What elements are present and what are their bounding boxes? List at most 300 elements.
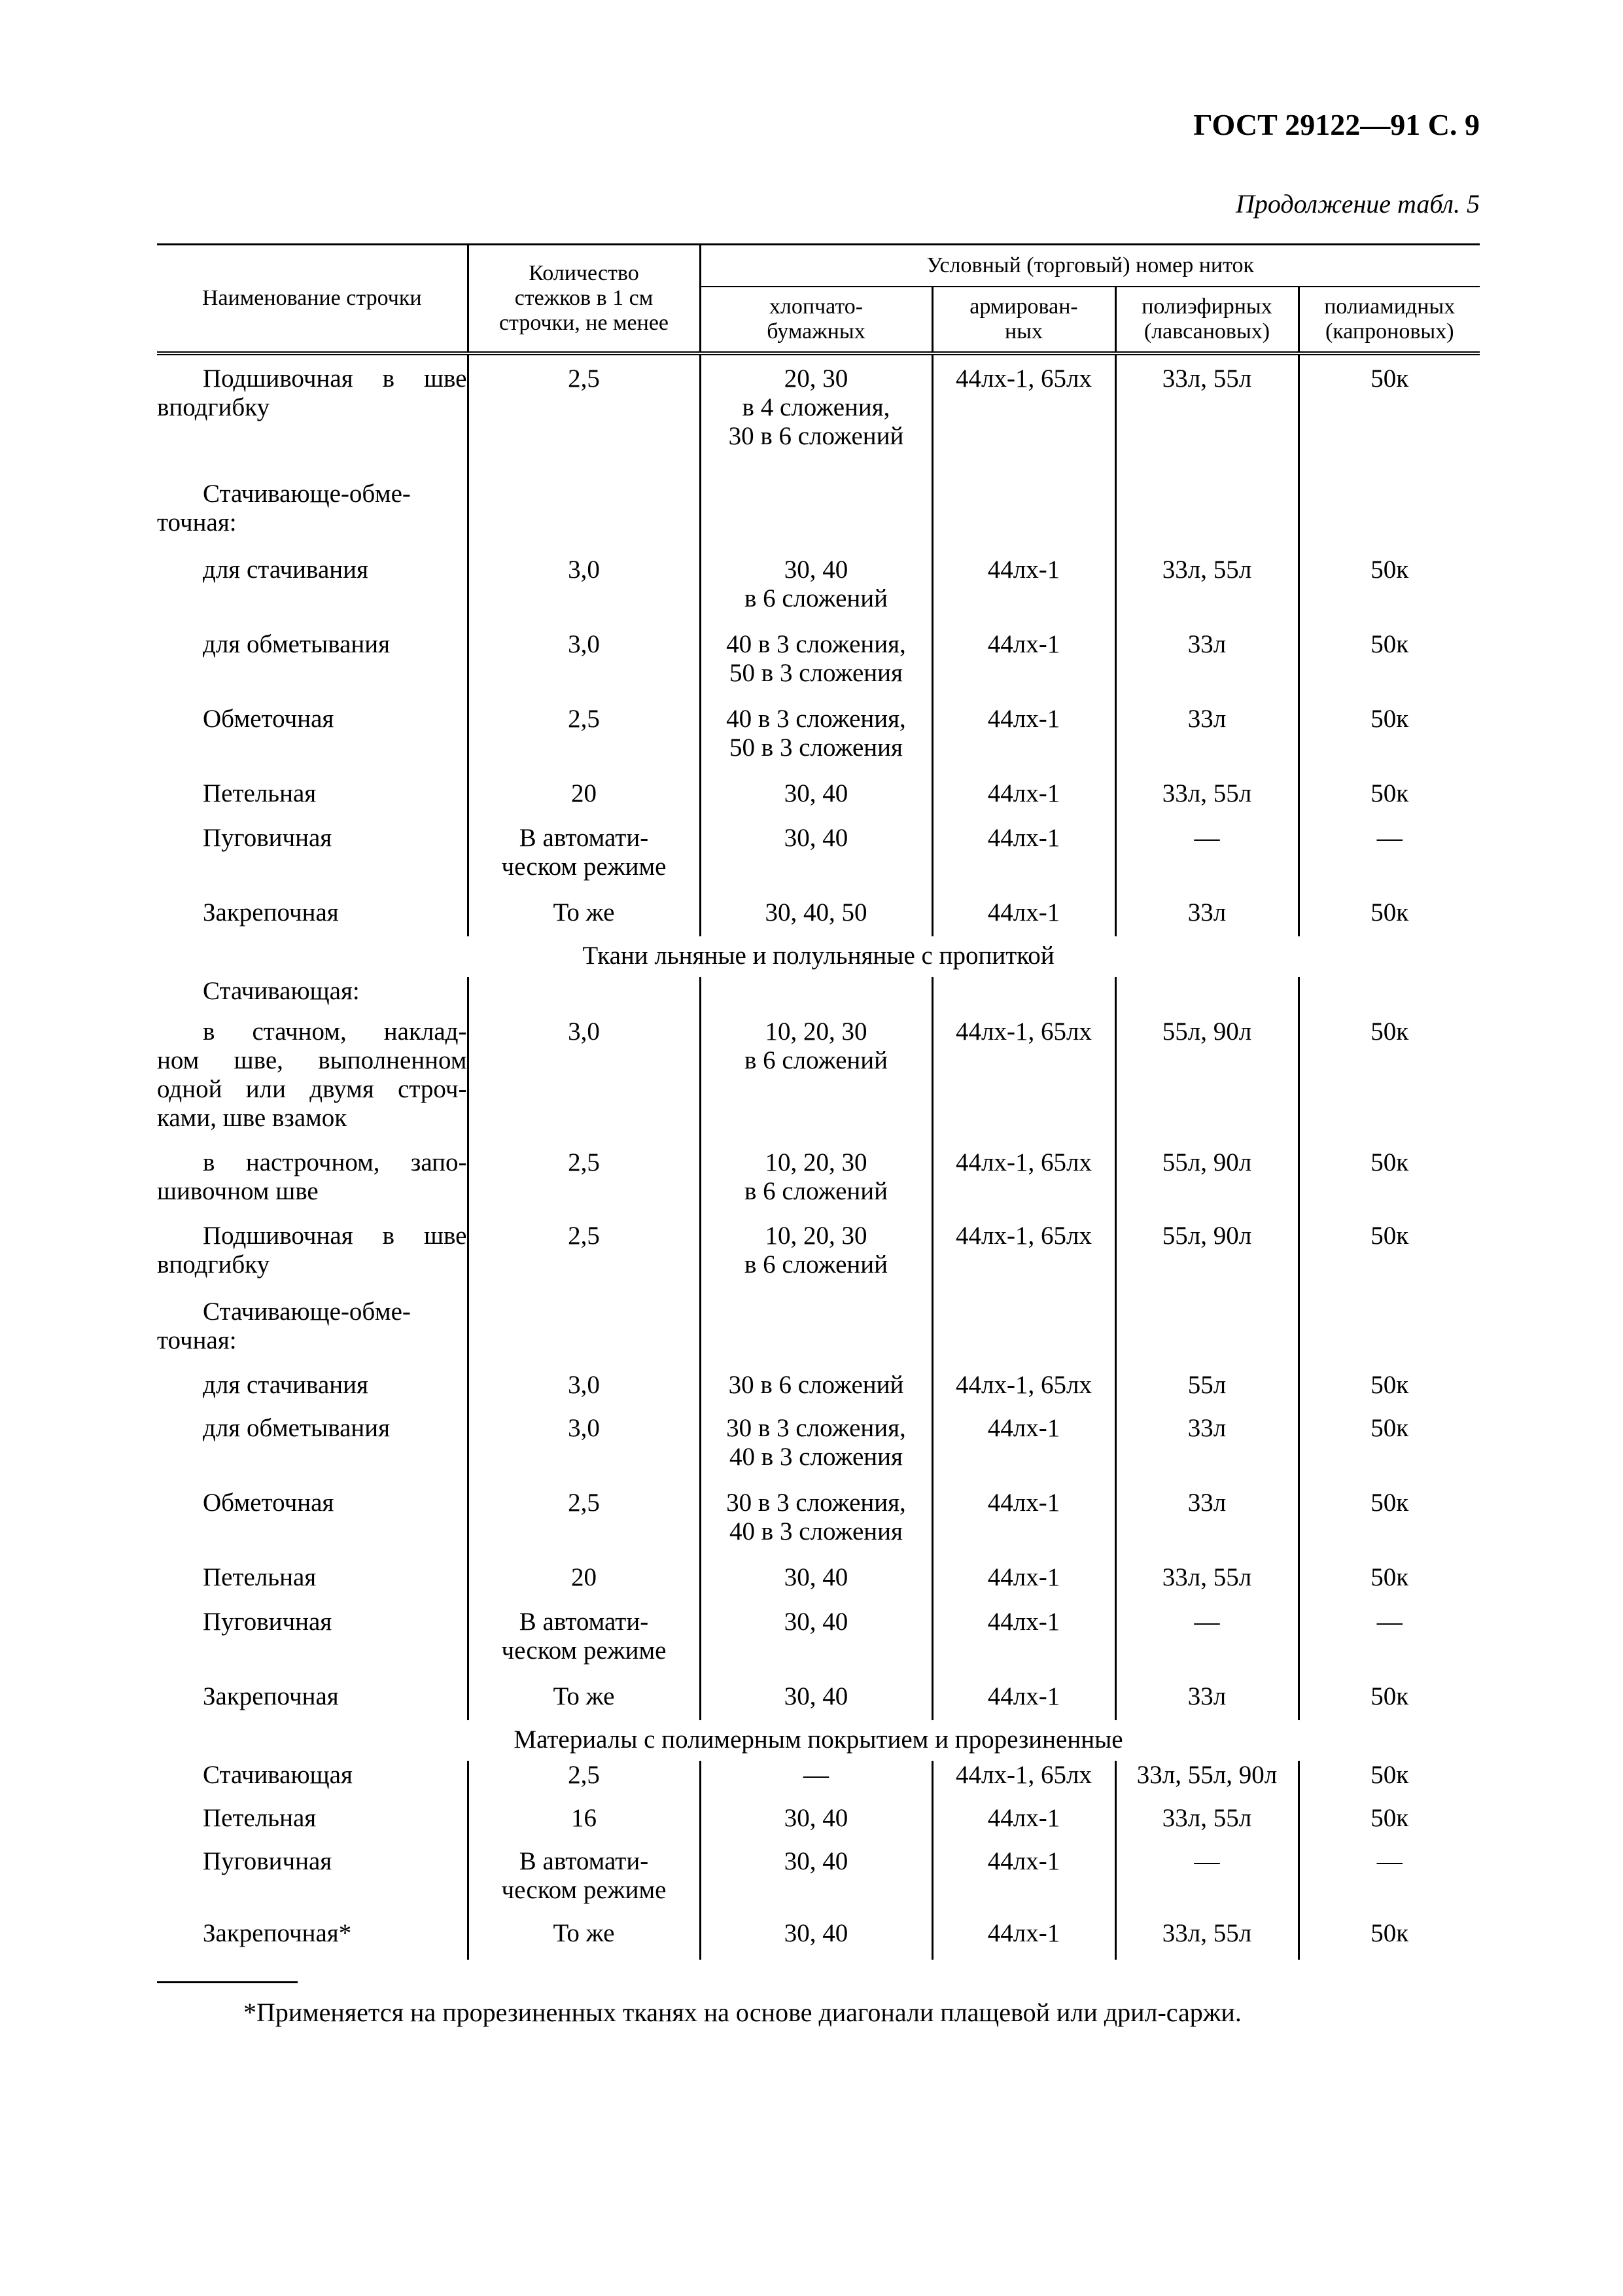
cell-stitches — [468, 556, 700, 630]
cell-reinforced — [932, 1804, 1115, 1847]
row-name — [157, 1298, 468, 1371]
cell-line: 16 — [571, 1804, 597, 1832]
cell-line: 44лх-1 — [987, 630, 1060, 658]
cell-line: 40 в 3 сложения, — [726, 705, 906, 733]
row-name — [157, 1017, 468, 1148]
cell-stitches — [468, 1298, 700, 1371]
cell-polyester — [1115, 1804, 1299, 1847]
table-row — [157, 1017, 1480, 1148]
cell-line: 2,5 — [568, 705, 600, 733]
cell-line: 30 в 3 сложения, — [726, 1489, 906, 1517]
row-name — [157, 1222, 468, 1298]
cell-line: 33л, 55л — [1162, 556, 1252, 584]
cell-cotton — [700, 1608, 932, 1682]
cell-reinforced — [932, 779, 1115, 824]
cell-line: 30, 40, 50 — [765, 898, 867, 927]
cell-line: 33л — [1187, 1414, 1227, 1442]
cell-polyester — [1115, 1222, 1299, 1298]
cell-reinforced — [932, 1017, 1115, 1148]
cell-line: 44лх-1 — [987, 1847, 1060, 1875]
row-name — [157, 480, 468, 556]
cell-line: в 6 сложений — [744, 1250, 888, 1279]
cell-stitches — [468, 480, 700, 556]
cell-line: 30, 40 — [784, 1847, 848, 1875]
cell-stitches — [468, 1919, 700, 1960]
cell-line: — — [1376, 824, 1403, 852]
row-name — [157, 1414, 468, 1489]
section-row — [157, 936, 1480, 977]
cell-stitches — [468, 1222, 700, 1298]
cell-stitches — [468, 824, 700, 898]
cell-line: 33л, 55л — [1162, 779, 1252, 807]
cell-stitches — [468, 1489, 700, 1563]
row-name-line: для обметывания — [203, 1414, 391, 1442]
cell-line: 40 в 3 сложения — [729, 1443, 903, 1471]
cell-line: 2,5 — [568, 1489, 600, 1517]
row-name-line: Петельная — [203, 1563, 317, 1591]
table-row — [157, 898, 1480, 936]
cell-line: в 4 сложения, — [742, 393, 890, 421]
footnote-divider — [157, 1981, 298, 1983]
cell-polyamide — [1299, 1761, 1480, 1804]
cell-line: 33л — [1187, 630, 1227, 658]
cell-cotton — [700, 1919, 932, 1960]
cell-line: 10, 20, 30 — [765, 1148, 867, 1176]
cell-line: 44лх-1, 65лх — [956, 364, 1092, 393]
row-name-line: Обметочная — [203, 1489, 334, 1517]
cell-stitches — [468, 630, 700, 705]
table-row — [157, 1682, 1480, 1720]
table-continuation-label: Продолжение табл. 5 — [1235, 189, 1480, 219]
cell-line: То же — [553, 1682, 615, 1710]
row-name — [157, 705, 468, 779]
cell-line: 30 в 3 сложения, — [726, 1414, 906, 1442]
cell-line: 50к — [1370, 1414, 1409, 1442]
header-cotton: хлопчато- бумажных — [700, 287, 932, 353]
cell-reinforced — [932, 556, 1115, 630]
cell-line: 50к — [1370, 1371, 1409, 1399]
cell-line: 50к — [1370, 1148, 1409, 1176]
cell-line: 55л, 90л — [1162, 1222, 1252, 1250]
cell-line: 50к — [1370, 364, 1409, 393]
cell-line: 50к — [1370, 1017, 1409, 1046]
cell-reinforced — [932, 353, 1115, 480]
cell-reinforced — [932, 630, 1115, 705]
cell-cotton — [700, 1682, 932, 1720]
cell-reinforced — [932, 1682, 1115, 1720]
cell-polyester — [1115, 1563, 1299, 1608]
row-name — [157, 353, 468, 480]
cell-cotton — [700, 556, 932, 630]
cell-line: 2,5 — [568, 364, 600, 393]
cell-cotton — [700, 1563, 932, 1608]
table-row — [157, 1847, 1480, 1919]
cell-line: 33л, 55л — [1162, 1919, 1252, 1947]
cell-line: 55л, 90л — [1162, 1017, 1252, 1046]
cell-line: 50к — [1370, 556, 1409, 584]
cell-line: 20 — [571, 779, 597, 807]
cell-line: 44лх-1, 65лх — [956, 1761, 1092, 1789]
cell-polyester — [1115, 898, 1299, 936]
cell-polyamide — [1299, 1919, 1480, 1960]
cell-line: В автомати- — [519, 1847, 649, 1875]
cell-line: ческом режиме — [501, 853, 667, 881]
table-row — [157, 556, 1480, 630]
cell-polyamide — [1299, 898, 1480, 936]
cell-line: 2,5 — [568, 1148, 600, 1176]
table-row — [157, 1414, 1480, 1489]
cell-polyester — [1115, 630, 1299, 705]
cell-line: 3,0 — [568, 630, 600, 658]
cell-polyester — [1115, 1919, 1299, 1960]
row-name — [157, 1371, 468, 1414]
table-row — [157, 353, 1480, 480]
cell-line: 44лх-1, 65лх — [956, 1371, 1092, 1399]
table-row — [157, 630, 1480, 705]
cell-polyamide — [1299, 705, 1480, 779]
cell-line: 2,5 — [568, 1761, 600, 1789]
cell-cotton — [700, 779, 932, 824]
cell-polyester — [1115, 1847, 1299, 1919]
cell-polyester — [1115, 556, 1299, 630]
cell-polyamide — [1299, 977, 1480, 1017]
row-name-line: для обметывания — [203, 630, 391, 658]
cell-line: ческом режиме — [501, 1876, 667, 1904]
cell-stitches — [468, 1847, 700, 1919]
cell-line: 50к — [1370, 898, 1409, 927]
cell-stitches — [468, 1414, 700, 1489]
cell-line: 50к — [1370, 1563, 1409, 1591]
row-name-line: Закрепочная — [203, 1682, 339, 1710]
cell-stitches — [468, 1682, 700, 1720]
cell-polyamide — [1299, 630, 1480, 705]
cell-cotton — [700, 824, 932, 898]
cell-polyamide — [1299, 1414, 1480, 1489]
cell-line: 44лх-1 — [987, 556, 1060, 584]
cell-line: 30, 40 — [784, 1608, 848, 1636]
cell-polyamide — [1299, 353, 1480, 480]
cell-polyester — [1115, 1017, 1299, 1148]
cell-line: 40 в 3 сложения — [729, 1517, 903, 1545]
cell-polyester — [1115, 779, 1299, 824]
row-name-line: в настрочном, запо- — [203, 1148, 467, 1176]
section-title: Ткани льняные и полульняные с пропиткой — [582, 942, 1055, 970]
cell-line: 50к — [1370, 1682, 1409, 1710]
cell-line: 44лх-1, 65лх — [956, 1148, 1092, 1176]
cell-line: 44лх-1 — [987, 1919, 1060, 1947]
cell-stitches — [468, 779, 700, 824]
cell-line: — — [1376, 1608, 1403, 1636]
thread-table — [157, 243, 1480, 1960]
cell-stitches — [468, 1017, 700, 1148]
cell-line: 40 в 3 сложения, — [726, 630, 906, 658]
cell-line: 50к — [1370, 1804, 1409, 1832]
cell-line: 50к — [1370, 630, 1409, 658]
header-name: Наименование строчки — [157, 245, 468, 354]
row-name-line: Пуговичная — [203, 824, 332, 852]
row-name — [157, 898, 468, 936]
cell-cotton — [700, 1804, 932, 1847]
cell-line: — — [1376, 1847, 1403, 1875]
cell-line: 33л, 55л — [1162, 364, 1252, 393]
cell-line: 50к — [1370, 1761, 1409, 1789]
cell-line: 44лх-1 — [987, 1563, 1060, 1591]
header-polyester: полиэфирных (лавсановых) — [1115, 287, 1299, 353]
cell-line: 44лх-1 — [987, 1414, 1060, 1442]
cell-polyester — [1115, 1489, 1299, 1563]
header-thread-number-group: Условный (торговый) номер ниток — [700, 245, 1480, 287]
cell-polyester — [1115, 480, 1299, 556]
row-name-line: Закрепочная — [203, 898, 339, 927]
cell-line: в 6 сложений — [744, 1177, 888, 1205]
table-row — [157, 1371, 1480, 1414]
cell-line: 44лх-1 — [987, 705, 1060, 733]
cell-line: То же — [553, 1919, 615, 1947]
cell-polyamide — [1299, 1608, 1480, 1682]
cell-line: 44лх-1 — [987, 779, 1060, 807]
section-row — [157, 1720, 1480, 1761]
cell-polyester — [1115, 1682, 1299, 1720]
cell-reinforced — [932, 977, 1115, 1017]
cell-reinforced — [932, 898, 1115, 936]
row-name — [157, 556, 468, 630]
cell-cotton — [700, 1222, 932, 1298]
table-row — [157, 1804, 1480, 1847]
cell-cotton — [700, 1489, 932, 1563]
cell-stitches — [468, 1761, 700, 1804]
cell-line: 3,0 — [568, 1017, 600, 1046]
row-name-line: ками, шве взамок — [157, 1104, 347, 1132]
cell-line: 33л, 55л — [1162, 1804, 1252, 1832]
table-row — [157, 824, 1480, 898]
table-row — [157, 480, 1480, 556]
cell-line: 30 в 6 сложений — [728, 422, 904, 450]
cell-line: — — [1194, 1847, 1220, 1875]
row-name — [157, 1847, 468, 1919]
row-name-line: для стачивания — [203, 556, 368, 584]
cell-line: В автомати- — [519, 1608, 649, 1636]
cell-line: 30, 40 — [784, 1804, 848, 1832]
cell-reinforced — [932, 824, 1115, 898]
cell-cotton — [700, 1761, 932, 1804]
cell-polyester — [1115, 353, 1299, 480]
cell-line: 33л, 55л — [1162, 1563, 1252, 1591]
cell-cotton — [700, 1847, 932, 1919]
cell-line: 44лх-1 — [987, 1489, 1060, 1517]
table-row — [157, 977, 1480, 1017]
cell-line: 50к — [1370, 779, 1409, 807]
cell-polyamide — [1299, 779, 1480, 824]
row-name — [157, 1148, 468, 1222]
cell-line: 2,5 — [568, 1222, 600, 1250]
cell-line: — — [803, 1761, 829, 1789]
row-name-line: для стачивания — [203, 1371, 368, 1399]
table-row — [157, 1298, 1480, 1371]
row-name-line: вподгибку — [157, 393, 270, 421]
cell-polyester — [1115, 1148, 1299, 1222]
cell-line: — — [1194, 824, 1220, 852]
cell-line: 33л — [1187, 1489, 1227, 1517]
cell-polyamide — [1299, 1298, 1480, 1371]
cell-stitches — [468, 353, 700, 480]
cell-reinforced — [932, 1761, 1115, 1804]
table-row — [157, 1761, 1480, 1804]
cell-line: 3,0 — [568, 1371, 600, 1399]
cell-line: 3,0 — [568, 1414, 600, 1442]
cell-reinforced — [932, 1148, 1115, 1222]
cell-line: 30, 40 — [784, 779, 848, 807]
cell-line: 33л — [1187, 1682, 1227, 1710]
cell-line: 50 в 3 сложения — [729, 733, 903, 762]
cell-line: 20, 30 — [784, 364, 848, 393]
cell-polyester — [1115, 1414, 1299, 1489]
header-reinforced: армирован- ных — [932, 287, 1115, 353]
cell-cotton — [700, 630, 932, 705]
cell-line: 50к — [1370, 1222, 1409, 1250]
cell-line: 55л, 90л — [1162, 1148, 1252, 1176]
cell-polyamide — [1299, 1222, 1480, 1298]
cell-stitches — [468, 1371, 700, 1414]
cell-stitches — [468, 1563, 700, 1608]
cell-polyester — [1115, 705, 1299, 779]
row-name-line: точная: — [157, 1326, 237, 1354]
cell-line: 20 — [571, 1563, 597, 1591]
row-name — [157, 1761, 468, 1804]
cell-line: в 6 сложений — [744, 1046, 888, 1074]
row-name-line: Стачивающе-обме- — [203, 480, 411, 508]
row-name — [157, 1608, 468, 1682]
cell-polyamide — [1299, 1682, 1480, 1720]
cell-polyamide — [1299, 1804, 1480, 1847]
cell-line: 55л — [1187, 1371, 1227, 1399]
cell-polyamide — [1299, 1489, 1480, 1563]
cell-line: В автомати- — [519, 824, 649, 852]
section-title: Материалы с полимерным покрытием и прорезиненные — [514, 1725, 1123, 1754]
cell-line: 50 в 3 сложения — [729, 659, 903, 687]
table-row — [157, 779, 1480, 824]
cell-polyester — [1115, 1371, 1299, 1414]
cell-stitches — [468, 898, 700, 936]
cell-polyester — [1115, 824, 1299, 898]
cell-stitches — [468, 977, 700, 1017]
cell-reinforced — [932, 1563, 1115, 1608]
row-name — [157, 1804, 468, 1847]
row-name — [157, 1563, 468, 1608]
cell-cotton — [700, 1414, 932, 1489]
cell-polyester — [1115, 977, 1299, 1017]
footnote: *Применяется на прорезиненных тканях на основе диагонали плащевой или дрил-саржи. — [243, 1998, 1242, 2027]
cell-reinforced — [932, 1608, 1115, 1682]
cell-line: — — [1194, 1608, 1220, 1636]
row-name-line: Подшивочная в шве — [203, 1222, 467, 1250]
cell-stitches — [468, 1608, 700, 1682]
cell-polyamide — [1299, 556, 1480, 630]
table-row — [157, 1919, 1480, 1960]
cell-cotton — [700, 353, 932, 480]
cell-line: 44лх-1 — [987, 1682, 1060, 1710]
cell-line: То же — [553, 898, 615, 927]
cell-line: 30, 40 — [784, 1919, 848, 1947]
cell-cotton — [700, 898, 932, 936]
cell-polyester — [1115, 1608, 1299, 1682]
cell-polyamide — [1299, 824, 1480, 898]
table-row — [157, 1563, 1480, 1608]
cell-line: 44лх-1 — [987, 1608, 1060, 1636]
cell-polyamide — [1299, 1148, 1480, 1222]
row-name-line: Пуговичная — [203, 1608, 332, 1636]
row-name-line: вподгибку — [157, 1250, 270, 1279]
cell-line: 30 в 6 сложений — [728, 1371, 904, 1399]
row-name — [157, 630, 468, 705]
row-name-line: Обметочная — [203, 705, 334, 733]
cell-cotton — [700, 1017, 932, 1148]
row-name-line: шивочном шве — [157, 1177, 319, 1205]
cell-line: 10, 20, 30 — [765, 1222, 867, 1250]
cell-polyamide — [1299, 1847, 1480, 1919]
cell-cotton — [700, 1371, 932, 1414]
cell-line: 44лх-1 — [987, 1804, 1060, 1832]
table-row — [157, 1148, 1480, 1222]
cell-polyamide — [1299, 1371, 1480, 1414]
cell-line: 44лх-1, 65лх — [956, 1222, 1092, 1250]
cell-line: 33л — [1187, 705, 1227, 733]
cell-line: 30, 40 — [784, 1563, 848, 1591]
row-name-line: одной или двумя строч- — [157, 1075, 467, 1103]
cell-line: 33л, 55л, 90л — [1136, 1761, 1278, 1789]
cell-stitches — [468, 1148, 700, 1222]
cell-line: 30, 40 — [784, 556, 848, 584]
row-name — [157, 824, 468, 898]
cell-stitches — [468, 1804, 700, 1847]
cell-line: ческом режиме — [501, 1636, 667, 1665]
table-row — [157, 1608, 1480, 1682]
table-row — [157, 705, 1480, 779]
cell-stitches — [468, 705, 700, 779]
row-name-line: ном шве, выполненном — [157, 1046, 467, 1074]
cell-line: 30, 40 — [784, 824, 848, 852]
header-stitches: Количество стежков в 1 см строчки, не менее — [468, 245, 700, 354]
cell-reinforced — [932, 705, 1115, 779]
cell-cotton — [700, 1298, 932, 1371]
cell-polyamide — [1299, 1563, 1480, 1608]
cell-line: 3,0 — [568, 556, 600, 584]
cell-polyester — [1115, 1761, 1299, 1804]
row-name-line: Петельная — [203, 779, 317, 807]
row-name-line: Петельная — [203, 1804, 317, 1832]
row-name-line: Стачивающая — [203, 1761, 353, 1789]
cell-line: 50к — [1370, 705, 1409, 733]
cell-polyamide — [1299, 1017, 1480, 1148]
cell-reinforced — [932, 1222, 1115, 1298]
cell-line: 30, 40 — [784, 1682, 848, 1710]
cell-line: 50к — [1370, 1919, 1409, 1947]
row-name-line: Пуговичная — [203, 1847, 332, 1875]
cell-polyamide — [1299, 480, 1480, 556]
row-name-line: точная: — [157, 508, 237, 537]
cell-line: 44лх-1 — [987, 898, 1060, 927]
cell-line: в 6 сложений — [744, 584, 888, 612]
cell-line: 44лх-1, 65лх — [956, 1017, 1092, 1046]
cell-polyester — [1115, 1298, 1299, 1371]
cell-line: 50к — [1370, 1489, 1409, 1517]
cell-reinforced — [932, 480, 1115, 556]
page-header: ГОСТ 29122—91 С. 9 — [1193, 108, 1480, 141]
cell-reinforced — [932, 1919, 1115, 1960]
cell-reinforced — [932, 1414, 1115, 1489]
cell-reinforced — [932, 1489, 1115, 1563]
header-polyamide: полиамидных (капроновых) — [1299, 287, 1480, 353]
row-name — [157, 977, 468, 1017]
